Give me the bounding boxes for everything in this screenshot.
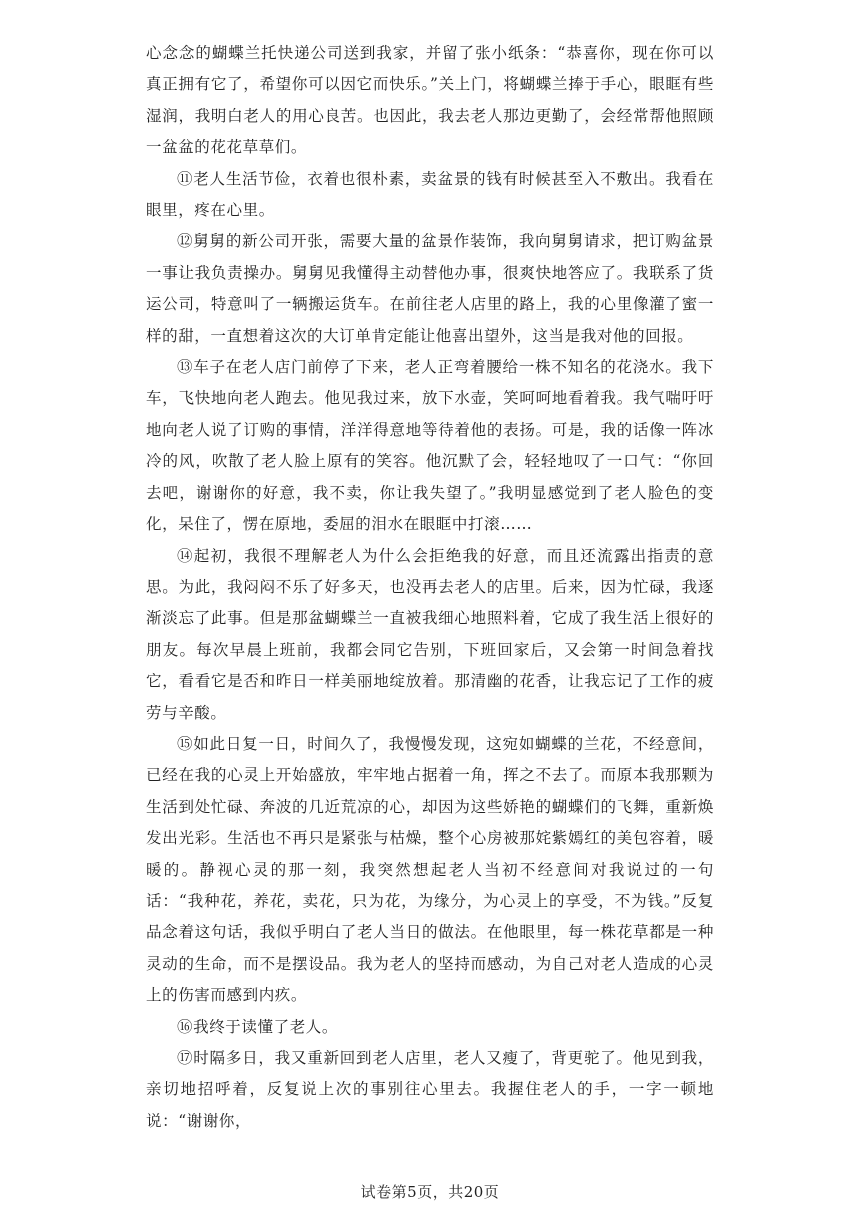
paragraph-11: ⑪老人生活节俭，衣着也很朴素，卖盆景的钱有时候甚至入不敷出。我看在眼里，疼在心里。 (146, 169, 714, 220)
paragraph-16: ⑯我终于读懂了老人。 (177, 1017, 339, 1036)
paragraph-12: ⑫舅舅的新公司开张，需要大量的盆景作装饰，我向舅舅请求，把订购盆景一事让我负责操办。舅舅见我懂得主动替他办事，很爽快地答应了。我联系了货运公司，特意叫了一辆搬运货车。在前往老人店里的路上，我的心里像灌了蜜一样的甜，一直想着这次的大订单肯定能让他喜出望外，这当是我对他的回报。 (146, 232, 714, 345)
paragraph-10-continued: 心念念的蝴蝶兰托快递公司送到我家，并留了张小纸条：“恭喜你，现在你可以真正拥有它了，希望你可以因它而快乐。”关上门，将蝴蝶兰捧于手心，眼眶有些湿润，我明白老人的用心良苦。也因此，我去老人那边更勤了，会经常帮他照顾一盆盆的花花草草们。 (146, 44, 714, 157)
paragraph-14: ⑭起初，我很不理解老人为什么会拒绝我的好意，而且还流露出指责的意思。为此，我闷闷不乐了好多天，也没再去老人的店里。后来，因为忙碌，我逐渐淡忘了此事。但是那盆蝴蝶兰一直被我细心地照料着，它成了我生活上很好的朋友。每次早晨上班前，我都会同它告别，下班回家后，又会第一时间急着找它，看看它是否和昨日一样美丽地绽放着。那清幽的花香，让我忘记了工作的疲劳与辛酸。 (146, 546, 714, 722)
reading-passage (146, 38, 714, 1137)
paragraph-13: ⑬车子在老人店门前停了下来，老人正弯着腰给一株不知名的花浇水。我下车，飞快地向老人跑去。他见我过来，放下水壶，笑呵呵地看着我。我气喘吁吁地向老人说了订购的事情，洋洋得意地等待着他的表扬。可是，我的话像一阵冰冷的风，吹散了老人脸上原有的笑容。他沉默了会，轻轻地叹了一口气：“你回去吧，谢谢你的好意，我不卖，你让我失望了。”我明显感觉到了老人脸色的变化，呆住了，愣在原地，委屈的泪水在眼眶中打滚…… (146, 358, 714, 534)
page-number-footer: 试卷第5页，共20页 (360, 1183, 500, 1201)
paragraph-15: ⑮如此日复一日，时间久了，我慢慢发现，这宛如蝴蝶的兰花，不经意间，已经在我的心灵上开始盛放，牢牢地占据着一角，挥之不去了。而原本我那颗为生活到处忙碌、奔波的几近荒凉的心，却因为这些娇艳的蝴蝶们的飞舞，重新焕发出光彩。生活也不再只是紧张与枯燥，整个心房被那姹紫嫣红的美包容着，暖暖的。静视心灵的那一刻，我突然想起老人当初不经意间对我说过的一句话：“我种花，养花，卖花，只为花，为缘分，为心灵上的享受，不为钱。”反复品念着这句话，我似乎明白了老人当日的做法。在他眼里，每一株花草都是一种灵动的生命，而不是摆设品。我为老人的坚持而感动，为自己对老人造成的心灵上的伤害而感到内疚。 (146, 734, 714, 1005)
paragraph-17: ⑰时隔多日，我又重新回到老人店里，老人又瘦了，背更驼了。他见到我，亲切地招呼着，反复说上次的事别往心里去。我握住老人的手，一字一顿地说：“谢谢你， (146, 1049, 714, 1130)
